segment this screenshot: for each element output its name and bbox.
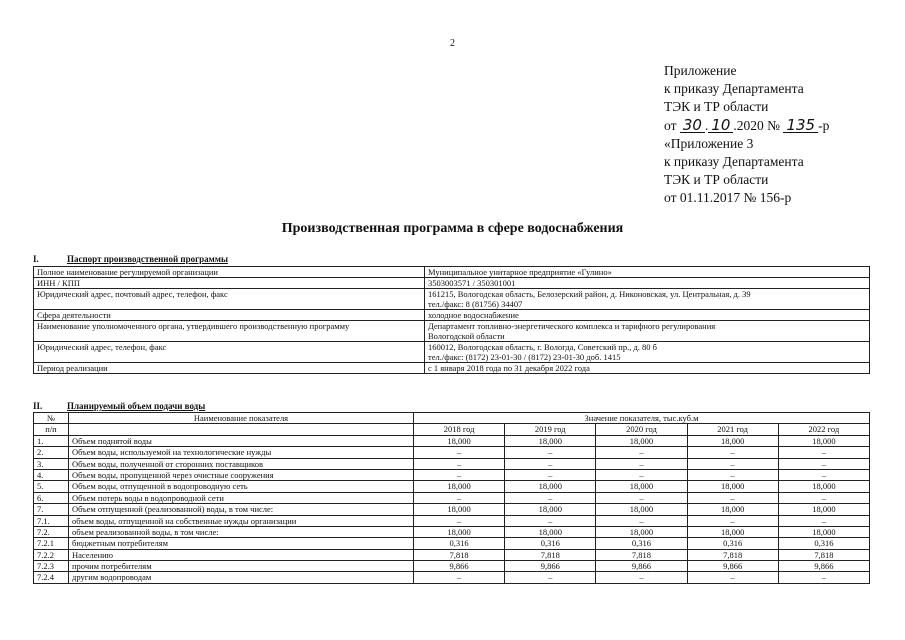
passport-label: Юридический адрес, почтовый адрес, телефон, факс xyxy=(34,289,425,310)
handwritten-month: 10 xyxy=(708,118,733,133)
passport-value xyxy=(425,342,870,363)
passport-value xyxy=(425,278,870,289)
passport-row xyxy=(34,267,870,278)
row-value: – xyxy=(414,515,505,526)
table-row xyxy=(34,561,870,572)
handwritten-day: 30 xyxy=(680,118,705,133)
row-indicator-name: Объем воды, пропущенной через очистные сооружения xyxy=(69,469,414,480)
header-year: 2022 год xyxy=(778,424,869,435)
row-value: – xyxy=(596,492,687,503)
header-name: Наименование показателя xyxy=(69,413,414,424)
date-year: .2020 № xyxy=(733,117,781,133)
row-number: 7. xyxy=(34,504,69,515)
table-row xyxy=(34,538,870,549)
row-number: 5. xyxy=(34,481,69,492)
passport-label: Полное наименование регулируемой организации xyxy=(34,267,425,278)
row-number: 7.2.4 xyxy=(34,572,69,583)
row-value: – xyxy=(778,447,869,458)
row-number: 7.1. xyxy=(34,515,69,526)
row-value: – xyxy=(505,458,596,469)
passport-value xyxy=(425,363,870,374)
appendix-line: ТЭК и ТР области xyxy=(664,172,769,188)
row-value: 18,000 xyxy=(505,526,596,537)
row-value: – xyxy=(414,447,505,458)
row-value: 0,316 xyxy=(505,538,596,549)
row-number: 7.2.1 xyxy=(34,538,69,549)
row-value: 18,000 xyxy=(778,435,869,446)
row-value: – xyxy=(687,492,778,503)
row-indicator-name: Объем воды, отпущенной в водопроводную сеть xyxy=(69,481,414,492)
row-value: – xyxy=(414,458,505,469)
date-prefix: от xyxy=(664,117,677,133)
header-empty xyxy=(69,424,414,435)
passport-label: Период реализации xyxy=(34,363,425,374)
row-value: 18,000 xyxy=(687,481,778,492)
row-value: 7,818 xyxy=(596,549,687,560)
header-num-2: п/п xyxy=(34,424,69,435)
row-value: – xyxy=(414,469,505,480)
row-value: – xyxy=(596,469,687,480)
row-value: 18,000 xyxy=(505,481,596,492)
passport-row xyxy=(34,363,870,374)
row-value: – xyxy=(778,572,869,583)
section-title: Паспорт производственной программы xyxy=(67,254,228,264)
table-row xyxy=(34,435,870,446)
row-number: 3. xyxy=(34,458,69,469)
row-value: 18,000 xyxy=(414,504,505,515)
section-2-heading xyxy=(33,401,205,411)
section-1-heading xyxy=(33,254,228,264)
row-indicator-name: прочим потребителям xyxy=(69,561,414,572)
row-indicator-name: Объем отпущенной (реализованной) воды, в том числе: xyxy=(69,504,414,515)
passport-value-line: тел./факс: 8 (81756) 34407 xyxy=(428,299,523,309)
row-value: 18,000 xyxy=(505,435,596,446)
row-value: – xyxy=(414,492,505,503)
document-title: Производственная программа в сфере водоснабжения xyxy=(281,221,624,236)
row-number: 1. xyxy=(34,435,69,446)
row-value: 18,000 xyxy=(596,526,687,537)
passport-value-line: холодное водоснабжение xyxy=(428,310,519,320)
row-value: 18,000 xyxy=(687,435,778,446)
passport-label: ИНН / КПП xyxy=(34,278,425,289)
table-row xyxy=(34,504,870,515)
passport-value-line: тел./факс: (8172) 23-01-30 / (8172) 23-01-30 доб. 1415 xyxy=(428,352,621,362)
header-year: 2018 год xyxy=(414,424,505,435)
row-value: – xyxy=(687,458,778,469)
row-value: 18,000 xyxy=(414,526,505,537)
row-value: 7,818 xyxy=(505,549,596,560)
row-value: 18,000 xyxy=(778,481,869,492)
row-indicator-name: Объем воды, полученной от сторонних поставщиков xyxy=(69,458,414,469)
passport-row xyxy=(34,310,870,321)
passport-table xyxy=(33,266,870,374)
table-row xyxy=(34,481,870,492)
row-value: – xyxy=(505,469,596,480)
table-row xyxy=(34,549,870,560)
water-volume-table xyxy=(33,412,870,584)
row-number: 6. xyxy=(34,492,69,503)
row-indicator-name: объем реализованной воды, в том числе: xyxy=(69,526,414,537)
row-value: – xyxy=(505,447,596,458)
row-value: 9,866 xyxy=(596,561,687,572)
header-num: № xyxy=(34,413,69,424)
row-value: – xyxy=(596,572,687,583)
passport-value xyxy=(425,267,870,278)
passport-value-line: Муниципальное унитарное предприятие «Гулино» xyxy=(428,267,612,277)
row-indicator-name: Объем потерь воды в водопроводной сети xyxy=(69,492,414,503)
appendix-line: к приказу Департамента xyxy=(664,81,804,97)
passport-row xyxy=(34,278,870,289)
row-value: 9,866 xyxy=(687,561,778,572)
passport-value xyxy=(425,289,870,310)
table-row xyxy=(34,526,870,537)
row-value: 18,000 xyxy=(596,504,687,515)
appendix-line: ТЭК и ТР области xyxy=(664,99,769,115)
row-value: 18,000 xyxy=(596,481,687,492)
appendix-line: «Приложение 3 xyxy=(664,135,754,151)
row-value: 7,818 xyxy=(414,549,505,560)
table-row xyxy=(34,492,870,503)
passport-value xyxy=(425,310,870,321)
row-value: 0,316 xyxy=(778,538,869,549)
passport-value-line: 3503003571 / 350301001 xyxy=(428,278,516,288)
table-row xyxy=(34,458,870,469)
row-value: – xyxy=(778,515,869,526)
header-value-group: Значение показателя, тыс.куб.м xyxy=(414,413,870,424)
row-value: 18,000 xyxy=(687,504,778,515)
row-value: – xyxy=(596,447,687,458)
passport-value-line: 160012, Вологодская область, г. Вологда, Советский пр., д. 80 б xyxy=(428,342,658,352)
row-indicator-name: объем воды, отпущенной на собственные нужды организации xyxy=(69,515,414,526)
row-value: 18,000 xyxy=(596,435,687,446)
row-value: – xyxy=(505,492,596,503)
table-row xyxy=(34,572,870,583)
passport-label: Юридический адрес, телефон, факс xyxy=(34,342,425,363)
table-row xyxy=(34,447,870,458)
appendix-line: от 01.11.2017 № 156-р xyxy=(664,190,792,206)
page-number: 2 xyxy=(450,38,455,49)
passport-label: Сфера деятельности xyxy=(34,310,425,321)
row-indicator-name: Объем воды, используемой на технологические нужды xyxy=(69,447,414,458)
row-value: 9,866 xyxy=(414,561,505,572)
row-value: 9,866 xyxy=(505,561,596,572)
passport-value-line: Департамент топливно-энергетического комплекса и тарифного регулирования xyxy=(428,321,716,331)
row-value: 18,000 xyxy=(414,435,505,446)
row-indicator-name: другим водопроводам xyxy=(69,572,414,583)
table-header-row xyxy=(34,413,870,424)
passport-value-line: с 1 января 2018 года по 31 декабря 2022 года xyxy=(428,363,590,373)
header-year: 2019 год xyxy=(505,424,596,435)
row-number: 2. xyxy=(34,447,69,458)
row-value: – xyxy=(778,458,869,469)
row-value: – xyxy=(687,469,778,480)
row-value: – xyxy=(687,572,778,583)
table-header-years-row xyxy=(34,424,870,435)
row-number: 7.2.2 xyxy=(34,549,69,560)
passport-label: Наименование уполномоченного органа, утвердившего производственную программу xyxy=(34,321,425,342)
row-value: – xyxy=(414,572,505,583)
row-value: – xyxy=(778,492,869,503)
row-value: – xyxy=(687,515,778,526)
row-value: 0,316 xyxy=(414,538,505,549)
row-number: 7.2. xyxy=(34,526,69,537)
row-number: 7.2.3 xyxy=(34,561,69,572)
appendix-block xyxy=(664,62,829,208)
row-value: 9,866 xyxy=(778,561,869,572)
row-value: – xyxy=(778,469,869,480)
row-indicator-name: Населению xyxy=(69,549,414,560)
appendix-line: Приложение xyxy=(664,63,737,78)
passport-row xyxy=(34,289,870,310)
row-value: 0,316 xyxy=(687,538,778,549)
row-value: – xyxy=(596,515,687,526)
passport-value-line: Вологодской области xyxy=(428,331,505,341)
order-suffix: -р xyxy=(818,117,830,133)
handwritten-order-number: 135 xyxy=(783,118,818,133)
header-year: 2021 год xyxy=(687,424,778,435)
passport-value xyxy=(425,321,870,342)
header-year: 2020 год xyxy=(596,424,687,435)
row-indicator-name: бюджетным потребителям xyxy=(69,538,414,549)
section-number: I. xyxy=(33,254,39,264)
row-value: – xyxy=(596,458,687,469)
passport-row xyxy=(34,321,870,342)
table-row xyxy=(34,515,870,526)
passport-value-line: 161215, Вологодская область, Белозерский район, д. Никоновская, ул. Центральная, д. 39 xyxy=(428,289,751,299)
row-value: 7,818 xyxy=(687,549,778,560)
row-value: – xyxy=(505,572,596,583)
row-value: 0,316 xyxy=(596,538,687,549)
appendix-date-line: от 30 . 10 .2020 № 135 -р xyxy=(664,115,830,134)
row-value: – xyxy=(687,447,778,458)
row-value: 18,000 xyxy=(778,526,869,537)
row-value: 18,000 xyxy=(778,504,869,515)
row-indicator-name: Объем поднятой воды xyxy=(69,435,414,446)
section-number: II. xyxy=(33,401,43,411)
table-row xyxy=(34,469,870,480)
row-number: 4. xyxy=(34,469,69,480)
row-value: 18,000 xyxy=(687,526,778,537)
passport-row xyxy=(34,342,870,363)
row-value: – xyxy=(505,515,596,526)
row-value: 18,000 xyxy=(505,504,596,515)
row-value: 7,818 xyxy=(778,549,869,560)
row-value: 18,000 xyxy=(414,481,505,492)
appendix-line: к приказу Департамента xyxy=(664,154,804,170)
section-title: Планируемый объем подачи воды xyxy=(67,401,206,411)
